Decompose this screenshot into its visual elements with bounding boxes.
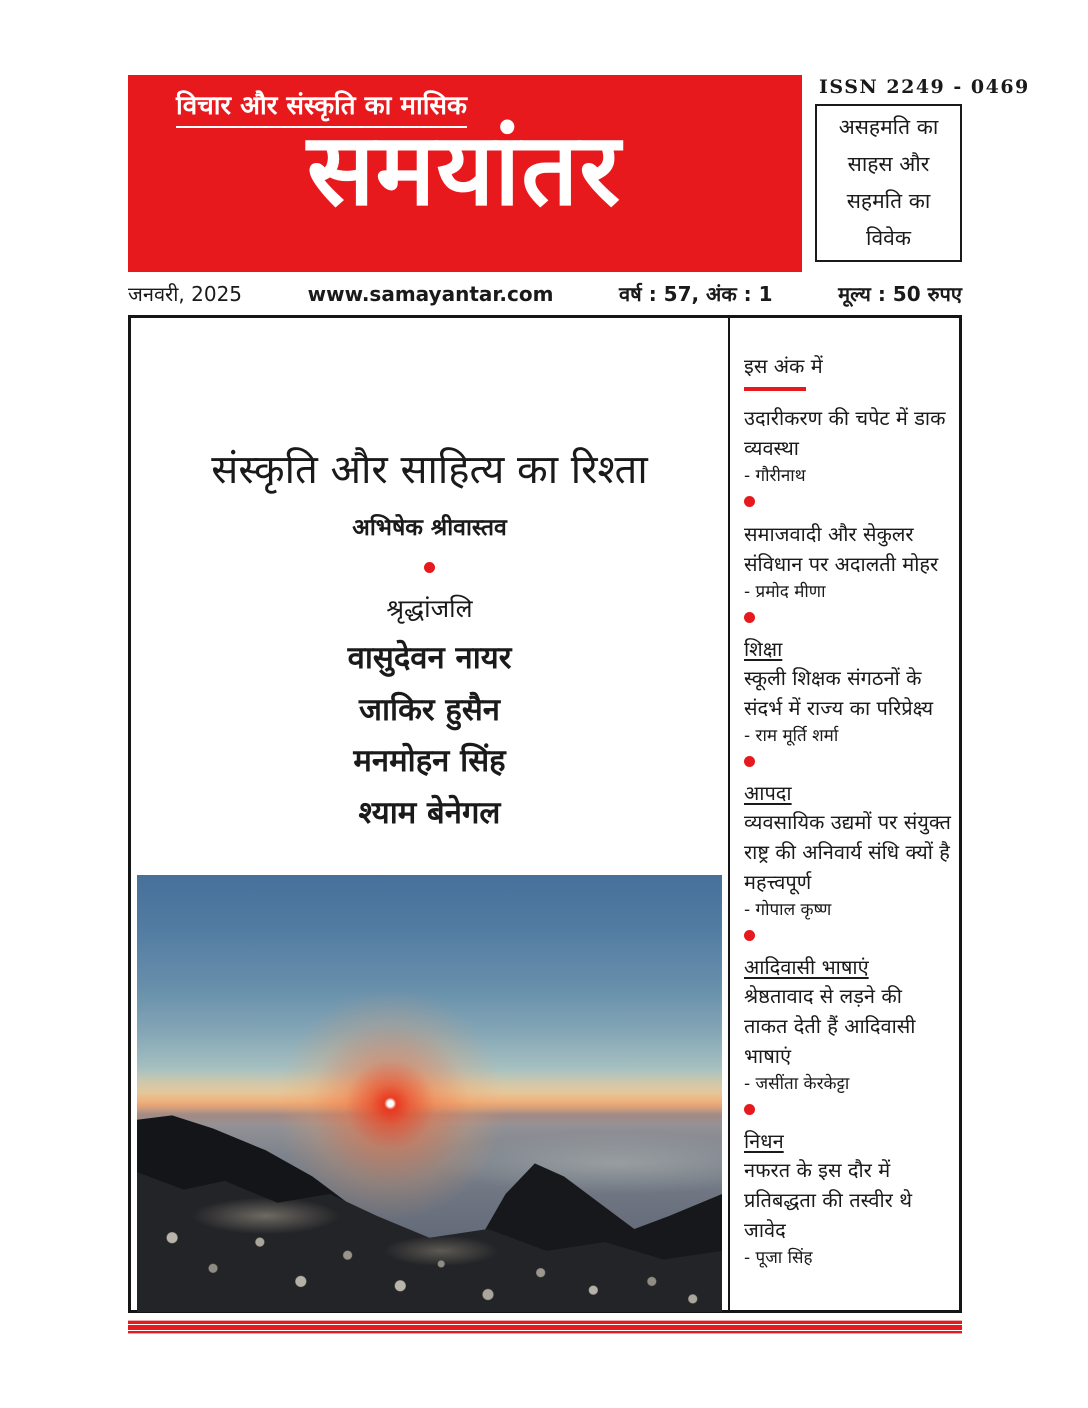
bullet-separator	[424, 562, 435, 573]
toc-item-title: उदारीकरण की चपेट में डाक व्यवस्था	[744, 406, 946, 460]
bullet-separator	[744, 496, 755, 507]
toc-item-title: श्रेष्ठतावाद से लड़ने की ताकत देती हैं आदिवासी भाषाएं	[744, 984, 916, 1068]
motto-line: सहमति का	[846, 189, 931, 213]
feature-author: अभिषेक श्रीवास्तव	[352, 515, 507, 541]
masthead	[128, 75, 802, 272]
motto-line: असहमति का	[838, 115, 939, 139]
volume-issue: वर्ष : 57, अंक : 1	[619, 282, 773, 306]
toc-item	[744, 403, 951, 487]
main-column	[131, 318, 728, 1310]
website-url: www.samayantar.com	[307, 282, 554, 306]
table-of-contents	[728, 318, 959, 1310]
magazine-logo: समयांतर	[306, 111, 622, 228]
toc-item-author: - जसींता केरकेट्टा	[744, 1074, 850, 1094]
tribute-name: मनमोहन सिंह	[353, 743, 506, 780]
toc-heading-underline	[744, 387, 806, 391]
toc-item-title: व्यवसायिक उद्यमों पर संयुक्त राष्ट्र की अनिवार्य संधि क्यों है महत्त्वपूर्ण	[744, 810, 951, 894]
toc-item-author: - गौरीनाथ	[744, 466, 806, 486]
toc-item	[744, 519, 951, 603]
motto-box	[815, 104, 962, 262]
motto-line: विवेक	[866, 226, 911, 250]
toc-heading: इस अंक में	[744, 354, 823, 378]
bullet-separator	[744, 930, 755, 941]
toc-item-title: स्कूली शिक्षक संगठनों के संदर्भ में राज्य का परिप्रेक्ष्य	[744, 666, 934, 720]
bottom-decorative-stripes	[128, 1320, 962, 1334]
sunset-photo	[137, 875, 722, 1312]
tribute-heading: श्रृद्धांजलि	[386, 594, 473, 623]
feature-title: संस्कृति और साहित्य का रिश्ता	[211, 447, 648, 493]
price: मूल्य : 50 रुपए	[838, 282, 962, 306]
toc-item	[744, 779, 951, 921]
feature-block	[131, 318, 728, 832]
tribute-name: वासुदेवन नायर	[347, 640, 512, 676]
toc-item-category: आदिवासी भाषाएं	[744, 955, 869, 979]
masthead-tagline: विचार और संस्कृति का मासिक	[176, 86, 467, 128]
toc-item-category: निधन	[744, 1129, 784, 1153]
issue-info-bar	[128, 280, 962, 307]
bullet-separator	[744, 612, 755, 623]
motto-line: साहस और	[847, 152, 930, 176]
tribute-name: श्याम बेनेगल	[358, 794, 501, 831]
content-box	[128, 315, 962, 1313]
bullet-separator	[744, 1104, 755, 1115]
issn-number: ISSN 2249 - 0469	[819, 76, 1030, 98]
toc-item-title: नफरत के इस दौर में प्रतिबद्धता की तस्वीर थे जावेद	[744, 1158, 912, 1242]
toc-item-title: समाजवादी और सेकुलर संविधान पर अदालती मोहर	[744, 522, 939, 576]
toc-item-author: - गोपाल कृष्ण	[744, 900, 832, 920]
toc-item-author: - राम मूर्ति शर्मा	[744, 726, 839, 746]
toc-item-category: आपदा	[744, 781, 792, 805]
toc-item	[744, 635, 951, 747]
tribute-name: जाकिर हुसैन	[359, 691, 500, 728]
toc-item-author: - प्रमोद मीणा	[744, 582, 826, 602]
toc-item-author: - पूजा सिंह	[744, 1248, 813, 1268]
toc-item-category: शिक्षा	[744, 637, 783, 661]
bullet-separator	[744, 756, 755, 767]
toc-item	[744, 953, 951, 1095]
toc-item	[744, 1127, 951, 1269]
issue-date: जनवरी, 2025	[128, 282, 243, 306]
